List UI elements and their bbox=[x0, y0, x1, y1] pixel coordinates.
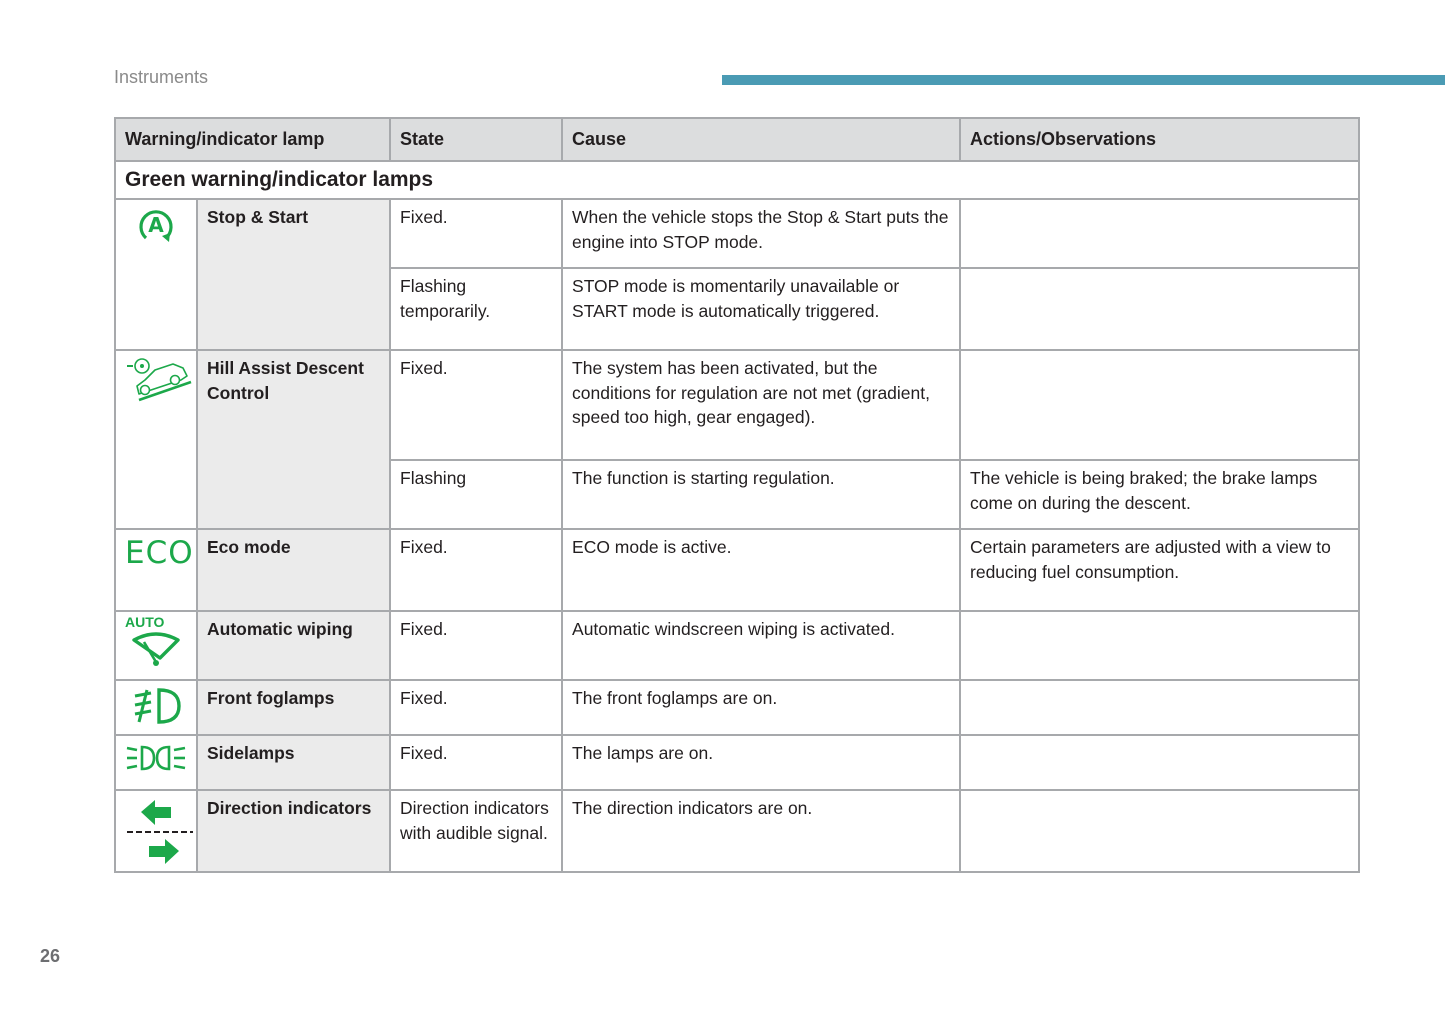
action-cell bbox=[960, 680, 1359, 735]
icon-cell bbox=[115, 350, 197, 529]
header-cause: Cause bbox=[562, 118, 960, 161]
lamp-name: Stop & Start bbox=[197, 199, 390, 350]
table-row bbox=[115, 680, 1359, 735]
table-row bbox=[115, 199, 1359, 268]
stop-start-icon bbox=[125, 205, 187, 245]
lamp-name: Sidelamps bbox=[197, 735, 390, 790]
header-lamp: Warning/indicator lamp bbox=[115, 118, 390, 161]
table-row bbox=[115, 611, 1359, 680]
page-number: 26 bbox=[40, 946, 61, 966]
lamp-name: Automatic wiping bbox=[197, 611, 390, 680]
cause-cell: ECO mode is active. bbox=[562, 529, 960, 611]
action-cell: Certain parameters are adjusted with a view to reducing fuel consumption. bbox=[960, 529, 1359, 611]
state-cell: Flashing temporarily. bbox=[390, 268, 562, 350]
cause-cell: When the vehicle stops the Stop & Start puts the engine into STOP mode. bbox=[562, 199, 960, 268]
front-foglamps-icon bbox=[125, 686, 187, 726]
auto-label: AUTO bbox=[125, 614, 165, 630]
cause-cell: Automatic windscreen wiping is activated. bbox=[562, 611, 960, 680]
cause-cell: The function is starting regulation. bbox=[562, 460, 960, 529]
action-cell bbox=[960, 199, 1359, 268]
state-cell: Fixed. bbox=[390, 735, 562, 790]
automatic-wiping-icon bbox=[125, 630, 187, 668]
state-cell: Fixed. bbox=[390, 529, 562, 611]
group-row bbox=[115, 161, 1359, 199]
icon-cell bbox=[115, 790, 197, 872]
cause-cell: The front foglamps are on. bbox=[562, 680, 960, 735]
action-cell bbox=[960, 268, 1359, 350]
action-cell bbox=[960, 611, 1359, 680]
direction-indicators-icon bbox=[125, 799, 187, 865]
header-accent-bar bbox=[722, 75, 1445, 85]
lamp-name: Front foglamps bbox=[197, 680, 390, 735]
lamp-name: Eco mode bbox=[197, 529, 390, 611]
table-row bbox=[115, 735, 1359, 790]
icon-cell bbox=[115, 529, 197, 611]
state-cell: Fixed. bbox=[390, 611, 562, 680]
cause-cell: The system has been activated, but the conditions for regulation are not met (gradient, speed too high, gear engaged). bbox=[562, 350, 960, 460]
lamp-name: Direction indicators bbox=[197, 790, 390, 872]
table-row bbox=[115, 350, 1359, 460]
indicator-lamps-table bbox=[114, 117, 1360, 873]
hill-assist-descent-icon bbox=[125, 356, 187, 402]
lamp-name: Hill Assist Descent Control bbox=[197, 350, 390, 529]
table-header-row bbox=[115, 118, 1359, 161]
cause-cell: The lamps are on. bbox=[562, 735, 960, 790]
header-actions: Actions/Observations bbox=[960, 118, 1359, 161]
state-cell: Flashing bbox=[390, 460, 562, 529]
action-cell bbox=[960, 735, 1359, 790]
state-cell: Fixed. bbox=[390, 350, 562, 460]
action-cell: The vehicle is being braked; the brake lamps come on during the descent. bbox=[960, 460, 1359, 529]
icon-cell bbox=[115, 680, 197, 735]
cause-cell: The direction indicators are on. bbox=[562, 790, 960, 872]
sidelamps-icon bbox=[125, 741, 187, 775]
section-title: Instruments bbox=[114, 67, 209, 87]
cause-cell: STOP mode is momentarily unavailable or START mode is automatically triggered. bbox=[562, 268, 960, 350]
svg-text:A: A bbox=[148, 213, 164, 237]
state-cell: Fixed. bbox=[390, 680, 562, 735]
action-cell bbox=[960, 790, 1359, 872]
eco-mode-icon: ECO bbox=[125, 535, 194, 571]
group-title: Green warning/indicator lamps bbox=[115, 161, 1359, 199]
state-cell: Direction indicators with audible signal. bbox=[390, 790, 562, 872]
action-cell bbox=[960, 350, 1359, 460]
table-row bbox=[115, 790, 1359, 872]
header-state: State bbox=[390, 118, 562, 161]
table-row bbox=[115, 529, 1359, 611]
icon-cell bbox=[115, 735, 197, 790]
icon-cell bbox=[115, 199, 197, 350]
icon-cell bbox=[115, 611, 197, 680]
state-cell: Fixed. bbox=[390, 199, 562, 268]
